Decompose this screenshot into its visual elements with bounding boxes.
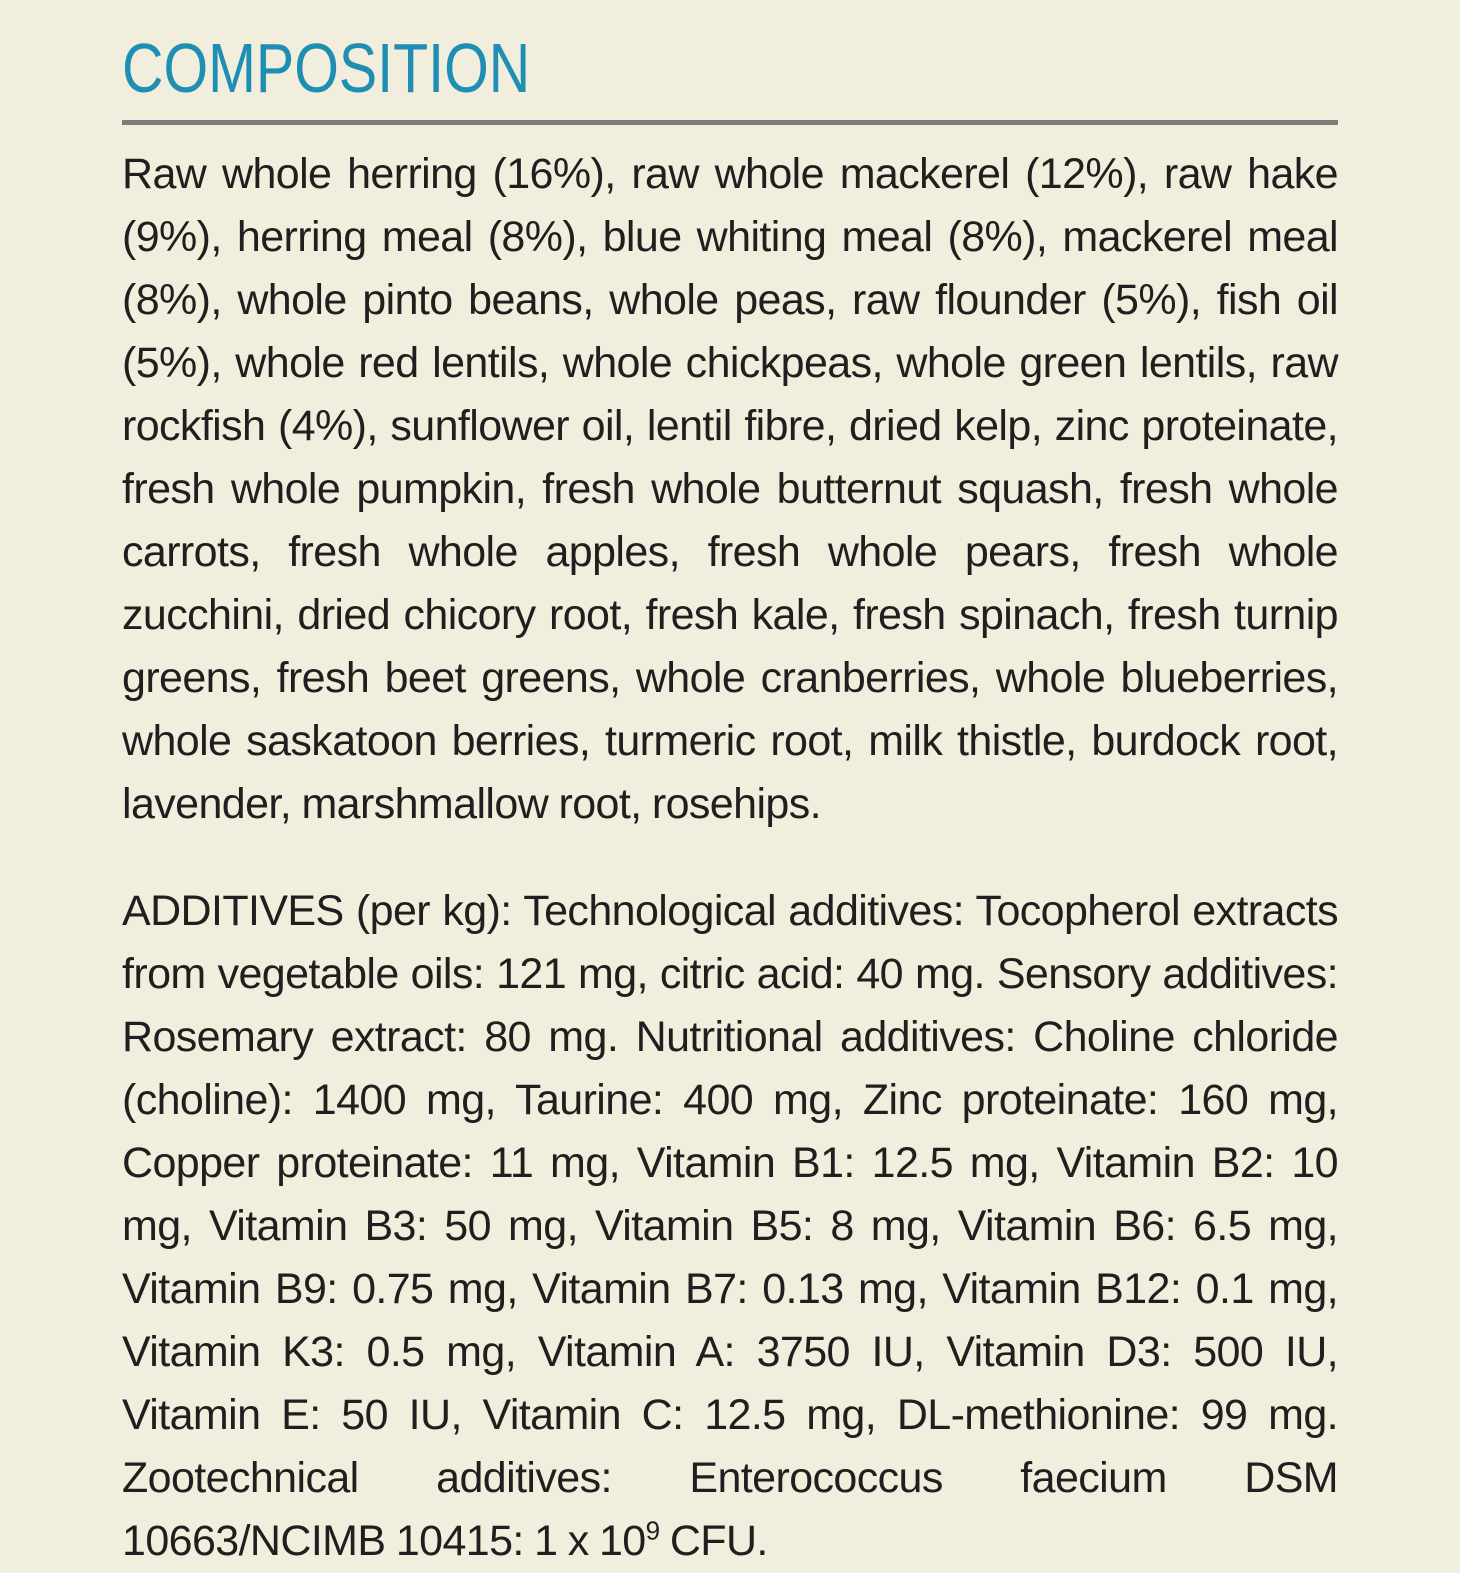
ingredients-paragraph: Raw whole herring (16%), raw whole mackerel (12%), raw hake (9%), herring meal (8%), blue whiting meal (8%), mackerel meal (8%), whole pinto beans, whole peas, raw flounder (5%), fish oil (5%), whole red lentils, whole chickpeas, whole green lentils, raw rockfish (4%), sunflower oil, lentil fibre, dried kelp, zinc proteinate, fresh whole pumpkin, fresh whole butternut squash, fresh whole carrots, fresh whole apples, fresh whole pears, fresh whole zucchini, dried chicory root, fresh kale, fresh spinach, fresh turnip greens, fresh beet greens, whole cranberries, whole blueberries, whole saskatoon berries, turmeric root, milk thistle, burdock root, lavender, marshmallow root, rosehips. <box>122 150 1338 828</box>
additives-paragraph <box>122 880 1338 1573</box>
additives-text: ADDITIVES (per kg): Technological additives: Tocopherol extracts from vegetable oils: 121 mg, citric acid: 40 mg. Sensory additives: Rosemary extract: 80 mg. Nutritional additives: Choline chloride (choline): 1400 mg, Taurine: 400 mg, Zinc proteinate: 160 mg, Copper proteinate: 11 mg, Vitamin B1: 12.5 mg, Vitamin B2: 10 mg, Vitamin B3: 50 mg, Vitamin B5: 8 mg, Vitamin B6: 6.5 mg, Vitamin B9: 0.75 mg, Vitamin B7: 0.13 mg, Vitamin B12: 0.1 mg, Vitamin K3: 0.5 mg, Vitamin A: 3750 IU, Vitamin D3: 500 IU, Vitamin E: 50 IU, Vitamin C: 12.5 mg, DL-methionine: 99 mg. Zootechnical additives: Enterococcus faecium DSM 10663/NCIMB 10415: 1 x 10 <box>122 887 1338 1565</box>
additives-suffix: CFU. <box>659 1517 768 1565</box>
heading-divider <box>122 120 1338 125</box>
composition-panel <box>122 22 1338 1573</box>
cfu-exponent: 9 <box>645 1515 660 1546</box>
section-heading: COMPOSITION <box>122 29 531 107</box>
